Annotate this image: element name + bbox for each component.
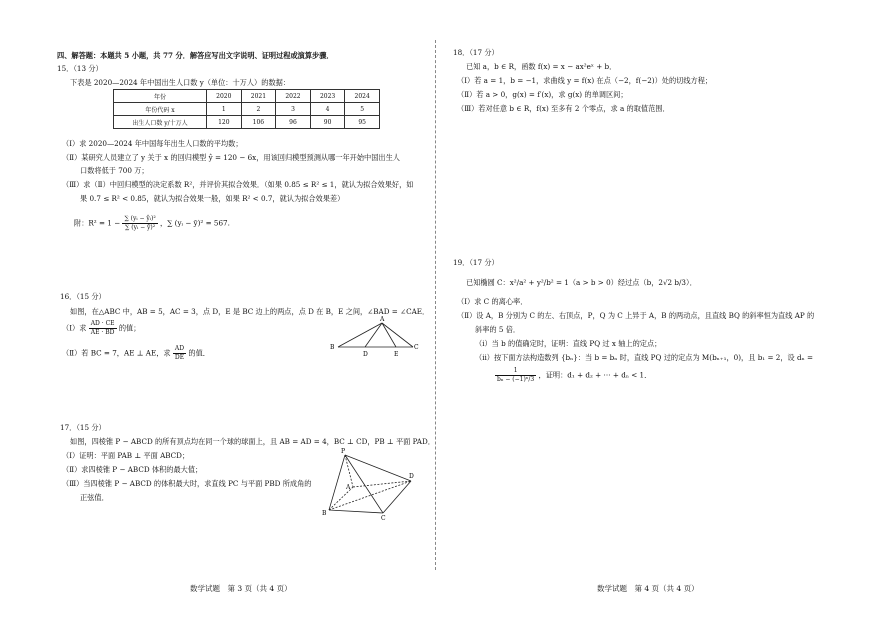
table-header-row — [114, 90, 380, 103]
q19-part2-ii: （ⅱ）按下面方法构造数列 {bₙ}：当 b = bₙ 时，直线 PQ 过的定点为 M(bₙ₊₁，0)，且 b₁ = 2，设 dₙ = — [475, 353, 814, 362]
q19-part2-line1: （Ⅱ）设 A，B 分别为 C 的左、右顶点，P，Q 为 C 上异于 A，B 的两动点，且直线 BQ 的斜率恒为直线 AP 的 — [457, 311, 815, 320]
part-prefix: （Ⅱ）若 BC = 7，AE ⊥ AE，求 — [62, 348, 171, 358]
vertex-label-d: D — [409, 473, 414, 480]
q15-part3-line2: 果 0.7 ≤ R² < 0.85，就认为拟合效果一般，如果 R² < 0.7，就认为拟合效果差） — [80, 194, 345, 203]
q16-stem: 如图，在△ABC 中，AB = 5，AC = 3，点 D，E 是 BC 边上的两点，点 D 在 B，E 之间，∠BAD = ∠CAE． — [70, 307, 430, 316]
q15-part1: （Ⅰ）求 2020—2024 年中国每年出生人口数的平均数； — [62, 139, 243, 148]
table-cell: 106 — [241, 116, 276, 129]
table-row — [114, 116, 380, 129]
q16-part1 — [62, 320, 140, 337]
table-cell: 2 — [241, 103, 276, 116]
q19-stem: 已知椭圆 C：x²/a² + y²/b² = 1（a > b > 0）经过点（b，2√2 b/3）． — [466, 278, 697, 287]
vertex-label-c: C — [414, 344, 419, 351]
q16-number: 16．（15 分） — [60, 292, 106, 301]
q19-part2-line2: 斜率的 5 倍． — [475, 325, 521, 334]
fraction-denominator: ∑ (yᵢ − ȳ)² — [125, 224, 156, 231]
vertex-label-d: D — [363, 351, 368, 358]
table-cell: 年份代码 x — [114, 103, 207, 116]
note-prefix: 附：R² = 1 − — [74, 218, 121, 228]
fraction-numerator: AD — [173, 345, 186, 354]
vertex-label-b: B — [322, 510, 327, 517]
part-prefix: （Ⅰ）求 — [62, 323, 87, 333]
table-cell: 2022 — [276, 90, 311, 103]
section-header: 四、解答题：本题共 5 小题，共 77 分．解答应写出文字说明、证明过程或演算步骤． — [57, 51, 334, 60]
fraction-numerator: ∑ (yᵢ − ŷᵢ)² — [124, 215, 156, 222]
q15-part3-line1: （Ⅲ）求（Ⅱ）中回归模型的决定系数 R²，并评价其拟合效果．（如果 0.85 ≤ R² ≤ 1，就认为拟合效果好，如 — [62, 180, 414, 189]
fraction-numerator: 1 — [495, 367, 536, 376]
note-suffix: ，∑ (yᵢ − ȳ)² = 567. — [160, 218, 230, 228]
q15-part2-line2: 口数将低于 700 万； — [80, 166, 149, 175]
triangle-figure — [330, 315, 420, 360]
q18-part2: （Ⅱ）若 a > 0，g(x) = f′(x)，求 g(x) 的单调区间； — [457, 90, 628, 99]
table-cell: 2021 — [241, 90, 276, 103]
vertex-label-p: P — [341, 448, 346, 455]
table-cell: 出生人口数 y/十万人 — [114, 116, 207, 129]
q19-number: 19．（17 分） — [453, 258, 499, 267]
formula-fraction — [122, 215, 157, 232]
q18-stem: 已知 a，b ∈ R，函数 f(x) = x − ax²eˣ + b． — [466, 62, 617, 71]
birth-data-table — [113, 89, 380, 129]
q19-sequence-def — [495, 367, 651, 384]
vertex-label-a: A — [380, 316, 385, 323]
q18-part3: （Ⅲ）若对任意 b ∈ R，f(x) 至多有 2 个零点，求 a 的取值范围． — [457, 104, 670, 113]
q17-stem: 如图，四棱锥 P − ABCD 的所有顶点均在同一个球的球面上，且 AB = AD = 4，BC ⊥ CD，PB ⊥ 平面 PAD． — [70, 437, 435, 446]
pyramid-figure — [315, 445, 415, 520]
q17-part3-line2: 正弦值． — [80, 493, 109, 502]
table-cell: 95 — [345, 116, 380, 129]
part-suffix: 的值； — [118, 323, 141, 333]
sequence-fraction — [495, 367, 536, 384]
ratio-fraction — [89, 320, 117, 337]
fraction-numerator: AD · CE — [90, 320, 115, 327]
vertex-label-e: E — [394, 351, 399, 358]
fraction-denominator: bₙ − (−1)ⁿ/3 — [497, 376, 535, 383]
table-cell: 2023 — [310, 90, 345, 103]
table-row — [114, 103, 380, 116]
table-cell: 96 — [276, 116, 311, 129]
table-cell: 3 — [276, 103, 311, 116]
q17-part1: （Ⅰ）证明：平面 PAB ⊥ 平面 ABCD； — [62, 451, 190, 460]
q18-part1: （Ⅰ）若 a = 1，b = −1，求曲线 y = f(x) 在点（−2，f(−2)）处的切线方程； — [457, 76, 713, 85]
table-cell: 2024 — [345, 90, 380, 103]
vertex-label-a: A — [346, 484, 351, 491]
table-cell: 120 — [207, 116, 242, 129]
q15-part2-line1: （Ⅱ）某研究人员建立了 y 关于 x 的回归模型 ŷ = 120 − 6x，用该回归模型预测从哪一年开始中国出生人 — [62, 153, 400, 162]
table-cell: 年份 — [114, 90, 207, 103]
q19-part1: （Ⅰ）求 C 的离心率． — [457, 297, 528, 306]
ratio-fraction — [173, 345, 186, 362]
page-footer-right: 数学试题 第 4 页（共 4 页） — [597, 584, 699, 593]
page-footer-left: 数学试题 第 3 页（共 4 页） — [190, 584, 292, 593]
q17-part2: （Ⅱ）求四棱锥 P − ABCD 体积的最大值； — [62, 465, 203, 474]
sequence-suffix: ，证明：d₁ + d₂ + ⋯ + dₙ < 1． — [538, 370, 652, 380]
q15-intro: 下表是 2020—2024 年中国出生人口数 y（单位：十万人）的数据： — [70, 78, 291, 87]
table-cell: 1 — [207, 103, 242, 116]
q17-number: 17．（15 分） — [60, 423, 106, 432]
vertex-label-b: B — [330, 344, 335, 351]
table-cell: 2020 — [207, 90, 242, 103]
q19-part2-i: （ⅰ）当 b 的值确定时，证明：直线 PQ 过 x 轴上的定点； — [475, 339, 662, 348]
q15-number: 15．（13 分） — [57, 64, 103, 73]
table-cell: 5 — [345, 103, 380, 116]
fraction-denominator: DE — [174, 354, 185, 361]
q17-part3-line1: （Ⅲ）当四棱锥 P − ABCD 的体积最大时，求直线 PC 与平面 PBD 所成角的 — [62, 479, 312, 488]
fraction-denominator: AE · BD — [90, 329, 115, 336]
right-page — [435, 0, 870, 630]
q18-number: 18．（17 分） — [453, 48, 499, 57]
vertex-label-c: C — [381, 515, 386, 520]
q16-part2 — [62, 345, 210, 362]
table-cell: 4 — [310, 103, 345, 116]
q15-formula-note — [74, 215, 230, 232]
part-suffix: 的值． — [188, 348, 210, 358]
table-cell: 90 — [310, 116, 345, 129]
